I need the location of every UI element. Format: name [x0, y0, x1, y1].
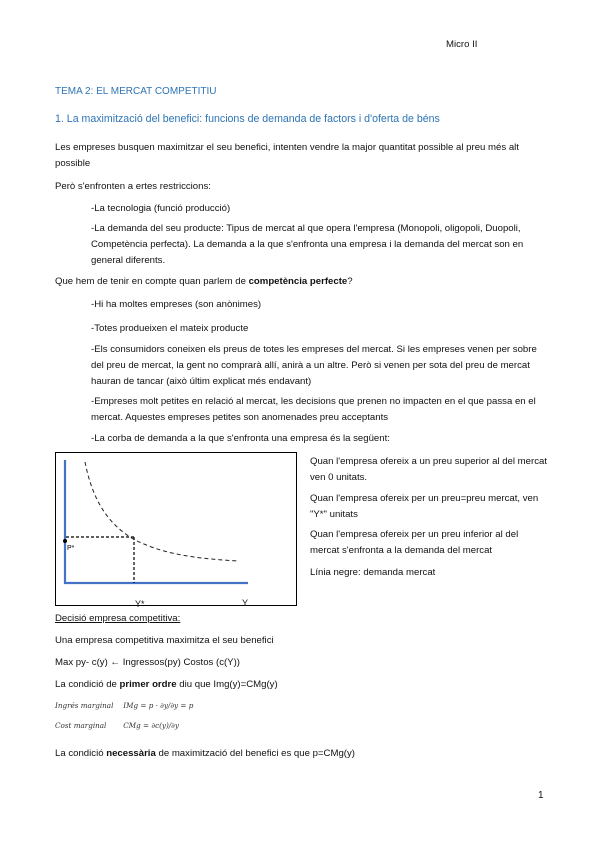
condition-small-firms: -Empreses molt petites en relació al mercat, les decisions que prenen no impacten en el que passa en el mercat. Aquestes empreses petites son anomenades preu acceptants: [91, 396, 536, 423]
handwritten-formula-2: CMg = ∂c(y)/∂y: [123, 721, 179, 730]
handwritten-label-2: Cost marginal: [55, 721, 107, 730]
decision-line-1: Una empresa competitiva maximitza el seu benefici: [55, 635, 274, 646]
condition-many-firms: -Hi ha moltes empreses (son anònimes): [91, 299, 262, 310]
condition-demand-curve: -La corba de demanda a la que s'enfronta una empresa és la següent:: [91, 433, 390, 444]
decision-line-3: La condició de primer ordre diu que Img(y)=CMg(y): [55, 679, 278, 690]
bold-primer-ordre: primer ordre: [119, 679, 177, 690]
section-title: La maximització del benefici: funcions de demanda de factors i d'oferta de béns: [66, 113, 440, 125]
page-number: 1: [538, 790, 544, 801]
decision-heading: Decisió empresa competitiva:: [55, 613, 181, 624]
quantity-tick-label: Y*: [135, 599, 145, 609]
bold-necessaria: necessària: [106, 748, 156, 759]
condition-consumers-know: -Els consumidors coneixen els preus de totes les empreses del mercat. Si les empreses venen per sobre del preu de mercat, la gent no comprarà allí, anirà a un altre. Però si venen per sota del preu de mercat hauran de tancar (això últim explicat més endavant): [91, 344, 537, 387]
price-point: [63, 539, 67, 543]
handwritten-label-1: Ingrés marginal: [55, 701, 114, 710]
paragraph-restrictions: Però s'enfronten a ertes restriccions:: [55, 181, 211, 192]
price-tick-label: P*: [67, 545, 75, 552]
course-header: Micro II: [446, 39, 478, 50]
bold-competencia: competència perfecte: [248, 276, 348, 287]
x-axis-label: Y: [242, 598, 249, 608]
question-competition: Que hem de tenir en compte quan parlem de competència perfecte?: [55, 276, 353, 287]
decision-line-4: La condició necessària de maximització del benefici es que p=CMg(y): [55, 748, 355, 759]
handwritten-formula-1: IMg = p · ∂y/∂y = p: [123, 701, 194, 710]
note-equal-price: Quan l'empresa ofereix per un preu=preu mercat, ven "Y*" unitats: [310, 493, 539, 520]
handwritten-notes: [55, 700, 255, 732]
tema-title: TEMA 2: EL MERCAT COMPETITIU: [55, 86, 217, 97]
restriction-demand: -La demanda del seu producte: Tipus de mercat al que opera l'empresa (Monopoli, oligopoli, Duopoli, Competència perfecta). La demanda a la que s'enfronta una empresa i la demanda del mercat son en general diferents.: [91, 223, 524, 266]
section-number: 1.: [55, 113, 64, 125]
note-above-price: Quan l'empresa ofereix a un preu superior al del mercat ven 0 unitats.: [310, 456, 548, 483]
decision-line-2: Max py- c(y) ← Ingressos(py) Costos (c(Y)): [55, 657, 240, 668]
note-below-price: Quan l'empresa ofereix per un preu inferior al del mercat s'enfronta a la demanda del mercat: [310, 529, 519, 556]
demand-chart: [55, 452, 297, 606]
condition-same-product: -Totes produeixen el mateix producte: [91, 323, 249, 334]
restriction-technology: -La tecnologia (funció producció): [91, 203, 231, 214]
section-heading: [55, 113, 555, 125]
note-legend: Línia negre: demanda mercat: [310, 567, 436, 578]
paragraph-intro: Les empreses busquen maximitzar el seu benefici, intenten vendre la major quantitat possible al preu més alt possible: [55, 142, 519, 169]
